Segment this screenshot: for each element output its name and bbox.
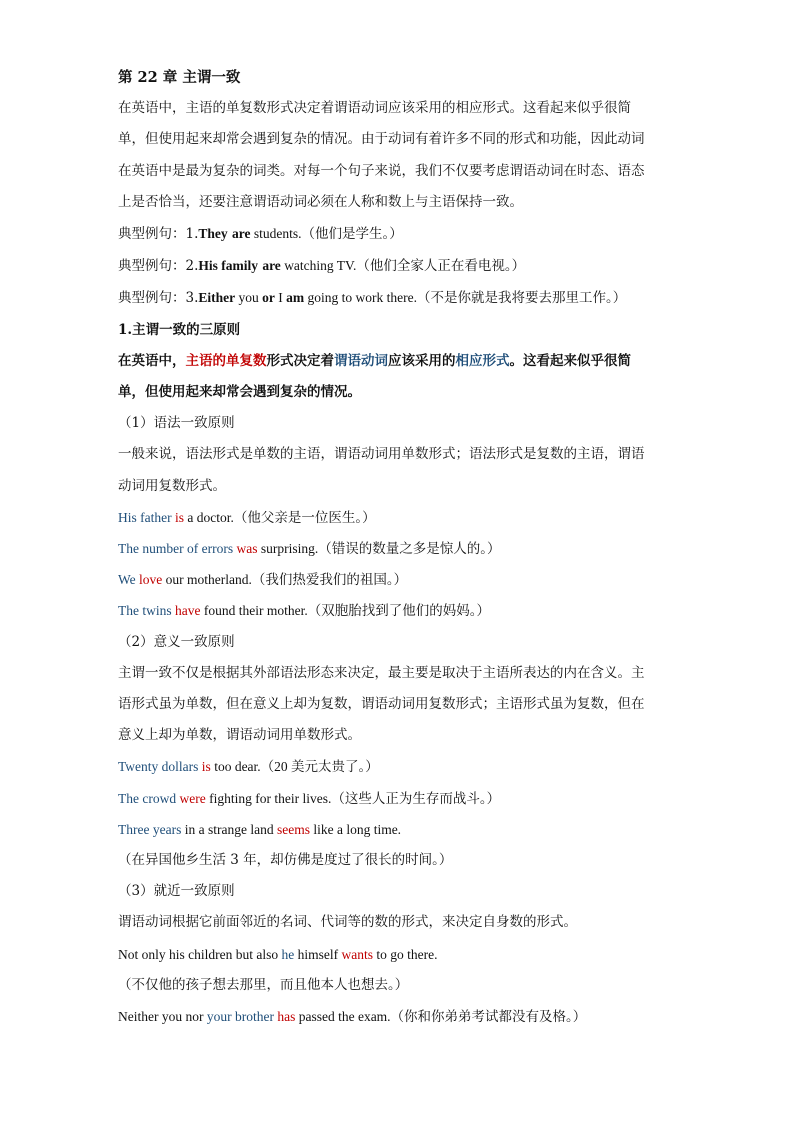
chapter-title: 第 22 章 主谓一致 (118, 69, 241, 86)
example-lead: Neither you nor (118, 1009, 207, 1025)
rule-example (118, 502, 678, 533)
highlight-predicate-verb: 谓语动词 (334, 352, 388, 369)
example-verb: are (231, 226, 251, 242)
example-subject: The number of errors (118, 541, 234, 557)
rule-description-line: 动词用复数形式。 (118, 477, 226, 494)
document-page (118, 62, 678, 1032)
intro-line-3: 在英语中是最为复杂的词类。对每一个句子来说，我们不仅要考虑谓语动词在时态、语态 (118, 162, 645, 179)
bold-paragraph-line-2: 单，但使用起来却常会遇到复杂的情况。 (118, 384, 361, 401)
example-translation: （不仅他的孩子想去那里，而且他本人也想去。） (118, 976, 409, 993)
example-prefix: 典型例句：1. (118, 226, 199, 243)
intro-line-4: 上是否恰当，还要注意谓语动词必须在人称和数上与主语保持一致。 (118, 193, 523, 210)
example-subject: They (198, 226, 228, 242)
example-middle: himself (294, 946, 342, 962)
example-lead: Not only his children but also (118, 946, 282, 962)
example-verb: seems (276, 821, 310, 837)
bold-paragraph-line-1 (118, 346, 678, 377)
highlight-subject-number: 主语的单复数 (185, 352, 267, 369)
rule-example (118, 939, 678, 970)
example-subject: Twenty dollars (118, 759, 199, 775)
rule-description-line: 意义上却为单数，谓语动词用单数形式。 (118, 727, 361, 744)
example-verb: wants (341, 946, 373, 962)
example-subject: Three years (118, 821, 182, 837)
example-verb: were (179, 790, 206, 806)
example-rest: like a long time. (309, 821, 402, 837)
example-prefix: 典型例句：2. (118, 258, 199, 275)
rule-example (118, 1001, 678, 1032)
example-verb: have (175, 603, 201, 619)
example-translation: （在异国他乡生活 3 年，却仿佛是度过了很长的时间。） (118, 852, 453, 869)
example-rest: students.（他们是学生。） (250, 226, 403, 242)
text-run: 。这看起来似乎很简 (509, 352, 631, 369)
rule-example (118, 783, 678, 814)
example-rest: found their mother.（双胞胎找到了他们的妈妈。） (200, 603, 490, 619)
example-verb: has (277, 1009, 296, 1025)
rule-example (118, 814, 678, 845)
example-subject: The crowd (118, 790, 177, 806)
example-subject: The twins (118, 603, 172, 619)
example-rest: watching TV.（他们全家人正在看电视。） (280, 258, 526, 274)
example-sentence-2 (118, 250, 678, 282)
example-subject: His father (118, 509, 172, 525)
example-or: or (262, 290, 275, 306)
example-rest: surprising.（错误的数量之多是惊人的。） (257, 541, 501, 557)
example-verb: am (286, 290, 305, 306)
text-run: 在英语中， (118, 352, 186, 369)
rule-example (118, 751, 678, 782)
intro-line-2: 单，但使用起来却常会遇到复杂的情况。由于动词有着许多不同的形式和功能，因此动词 (118, 131, 645, 148)
example-sentence-3 (118, 282, 678, 314)
example-i: I (274, 290, 287, 306)
example-verb: was (236, 541, 258, 557)
example-subject: he (281, 946, 295, 962)
example-rest: a doctor.（他父亲是一位医生。） (184, 509, 376, 525)
text-run: 形式决定着 (266, 352, 334, 369)
rule-description-line: 主谓一致不仅是根据其外部语法形态来决定，最主要是取决于主语所表达的内在含义。主 (118, 664, 645, 681)
example-rest: fighting for their lives.（这些人正为生存而战斗。） (205, 790, 501, 806)
example-prefix: 典型例句：3. (118, 290, 199, 307)
rule-example (118, 564, 678, 595)
rule-description-line: 一般来说，语法形式是单数的主语，谓语动词用单数形式；语法形式是复数的主语，谓语 (118, 446, 645, 463)
example-subject: your brother (206, 1009, 274, 1025)
rule-example (118, 533, 678, 564)
example-rest: our motherland.（我们热爱我们的祖国。） (162, 572, 408, 588)
example-subject: We (118, 572, 136, 588)
rule-heading-proximity: （3）就近一致原则 (118, 883, 235, 900)
example-either: Either (198, 290, 236, 306)
intro-line-1: 在英语中，主语的单复数形式决定着谓语动词应该采用的相应形式。这看起来似乎很简 (118, 100, 631, 117)
example-rest: going to work there.（不是你就是我将要去那里工作。） (304, 290, 627, 306)
section-heading: 1.主谓一致的三原则 (118, 321, 241, 338)
rule-example (118, 595, 678, 626)
example-verb: love (139, 572, 163, 588)
example-middle: in a strange land (181, 821, 277, 837)
example-verb: is (174, 509, 184, 525)
rule-description-line: 语形式虽为单数，但在意义上却为复数，谓语动词用复数形式；主语形式虽为复数，但在 (118, 696, 645, 713)
example-you: you (235, 290, 263, 306)
rule-heading-grammatical: （1）语法一致原则 (118, 415, 235, 432)
example-subject: His family (198, 258, 259, 274)
highlight-form: 相应形式 (455, 352, 510, 369)
example-rest: passed the exam.（你和你弟弟考试都没有及格。） (295, 1009, 587, 1025)
example-rest: to go there. (372, 946, 438, 962)
example-rest: too dear.（20 美元太贵了。） (210, 759, 379, 775)
example-sentence-1 (118, 218, 678, 250)
example-verb: are (262, 258, 281, 274)
rule-heading-notional: （2）意义一致原则 (118, 633, 235, 650)
text-run: 应该采用的 (388, 352, 456, 369)
example-verb: is (201, 759, 211, 775)
rule-description-line: 谓语动词根据它前面邻近的名词、代词等的数的形式，来决定自身数的形式。 (118, 914, 577, 931)
